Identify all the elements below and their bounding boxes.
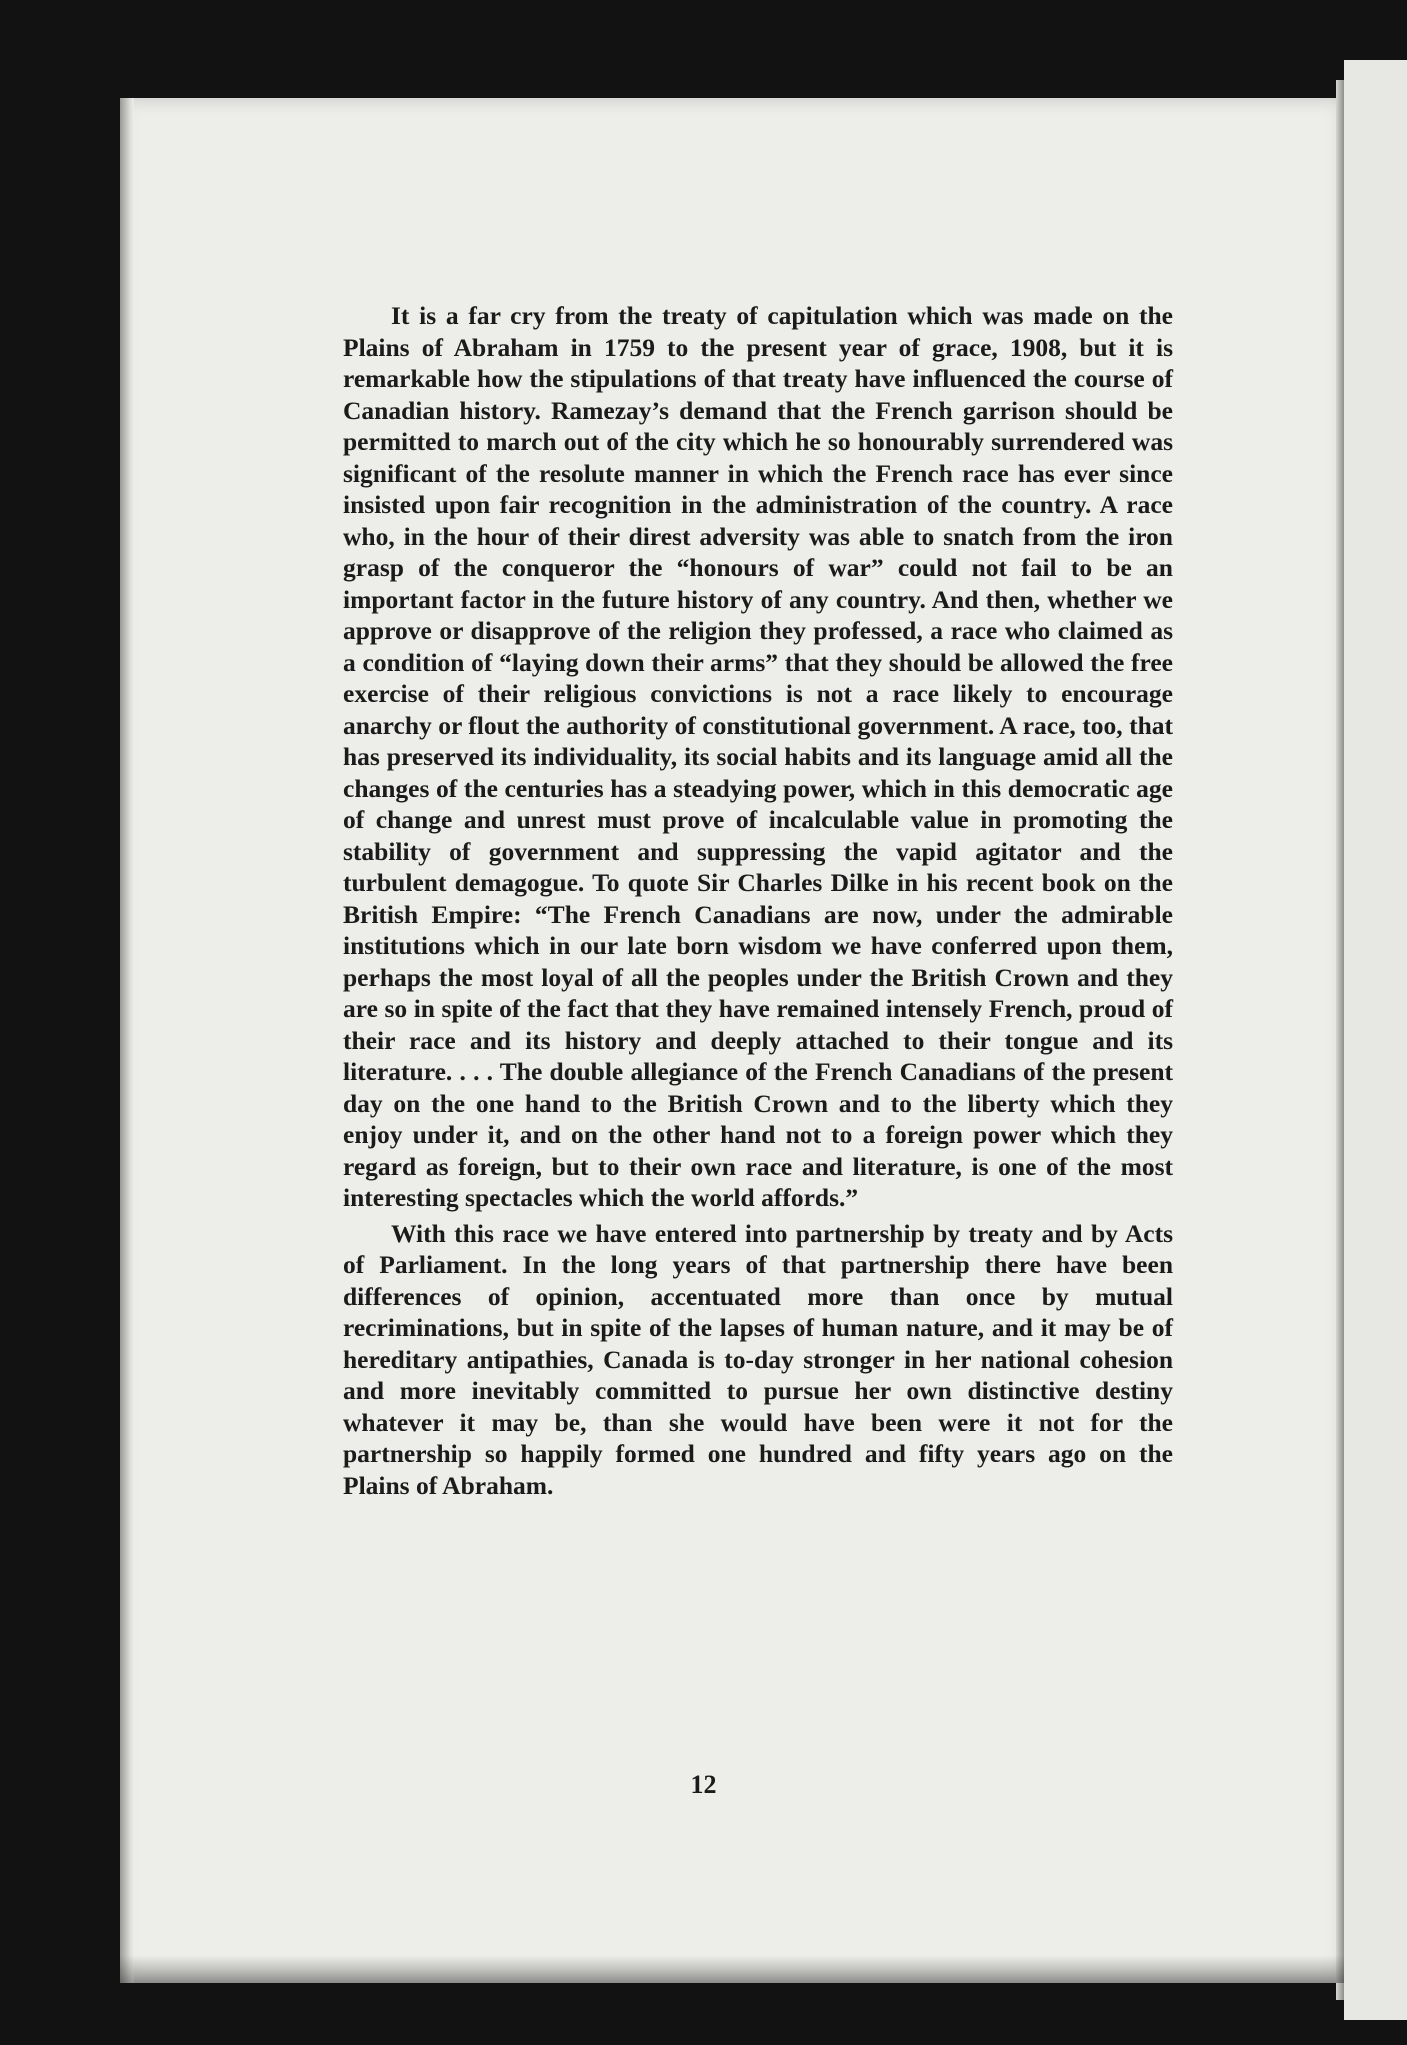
page-number: 12	[690, 1770, 717, 1799]
paragraph-2: With this race we have entered into partnership by treaty and by Acts of Parliament. In the long years of that partnership there have been differences of opinion, accentuated more than once by mutual recriminations, but in spite of the lapses of human nature, and it may be of hereditary antipathies, Canada is to-day stronger in her national cohesion and more inevitably committed to pursue her own distinctive destiny whatever it may be, than she would have been were it not for the partnership so happily formed one hundred and fifty years ago on the Plains of Abraham.	[343, 1218, 1173, 1500]
facing-page-strip	[1344, 60, 1407, 2020]
paragraph-1: It is a far cry from the treaty of capitulation which was made on the Plains of Abraham in 1759 to the present year of grace, 1908, but it is remarkable how the stipulations of that treaty have influenced the course of Canadian history. Ramezay’s demand that the French garrison should be permitted to march out of the city which he so honourably surrendered was significant of the resolute manner in which the French race has ever since insisted upon fair recognition in the administration of the country. A race who, in the hour of their direst adversity was able to snatch from the iron grasp of the conqueror the “honours of war” could not fail to be an important factor in the future history of any country. And then, whether we approve or disapprove of the religion they professed, a race who claimed as a condition of “laying down their arms” that they should be allowed the free exercise of their religious convictions is not a race likely to encourage anarchy or flout the authority of constitutional government. A race, too, that has preserved its individuality, its social habits and its language amid all the changes of the centuries has a steadying power, which in this democratic age of change and unrest must prove of incalculable value in promoting the stability of government and suppressing the vapid agitator and the turbulent demagogue. To quote Sir Charles Dilke in his recent book on the British Empire: “The French Canadians are now, under the admirable institutions which in our late born wisdom we have conferred upon them, perhaps the most loyal of all the peoples under the British Crown and they are so in spite of the fact that they have remained intensely French, proud of their race and its history and deeply attached to their tongue and its literature. . . . The double allegiance of the French Canadians of the present day on the one hand to the British Crown and to the liberty which they enjoy under it, and on the other hand not to a foreign power which they regard as foreign, but to their own race and literature, is one of the most interesting spectacles which the world affords.”	[343, 301, 1173, 1212]
page-bottom-shadow	[120, 1955, 1344, 1983]
page-gutter-shadow	[120, 98, 134, 1983]
body-text	[343, 300, 1173, 1501]
page-edge	[1336, 80, 1344, 2000]
